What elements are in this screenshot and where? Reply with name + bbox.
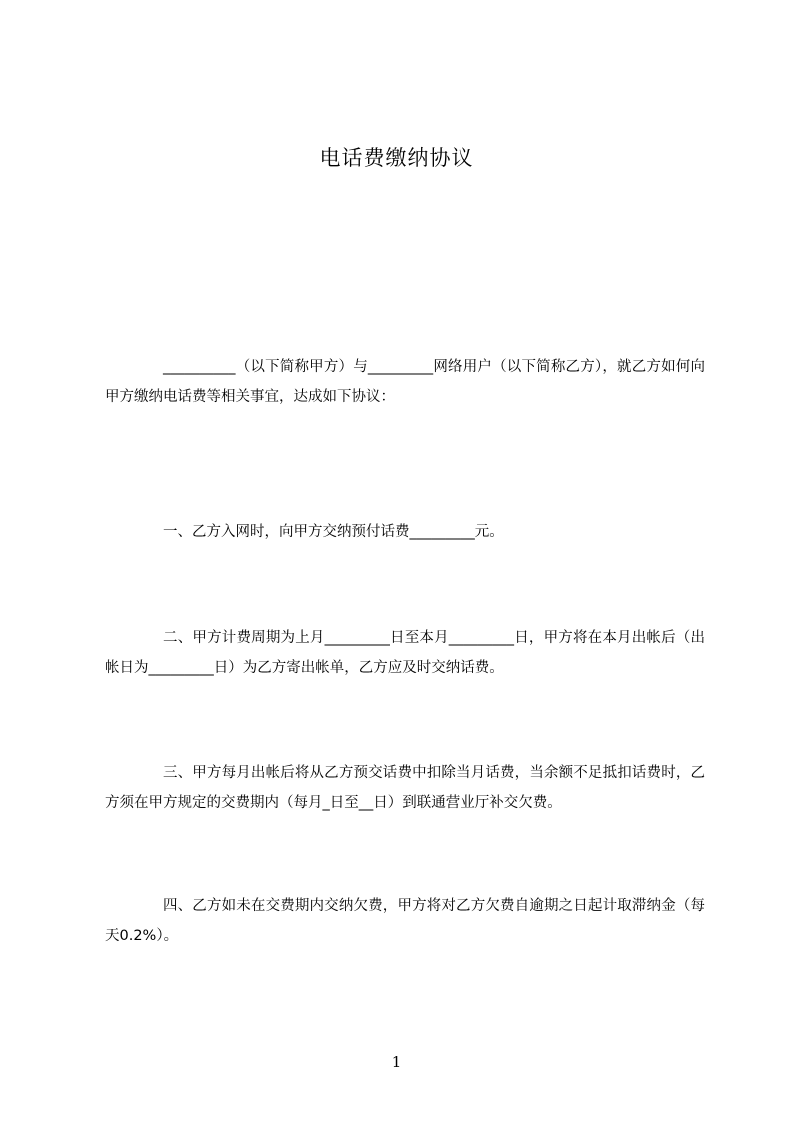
page-title: 电话费缴纳协议 [319, 146, 474, 170]
clause-4-paragraph: 四、乙方如未在交费期内交纳欠费，甲方将对乙方欠费自逾期之日起计取滞纳金（每天0.2%）。 [105, 898, 705, 944]
page-number: 1 [391, 1053, 402, 1071]
preamble-paragraph: __________（以下简称甲方）与_________网络用户（以下简称乙方），就乙方如何向甲方缴纳电话费等相关事宜，达成如下协议： [105, 359, 705, 405]
clause-3-paragraph: 三、甲方每月出帐后将从乙方预交话费中扣除当月话费，当余额不足抵扣话费时，乙方须在甲方规定的交费期内（每月_日至__日）到联通营业厅补交欠费。 [105, 765, 705, 811]
clause-2-paragraph: 二、甲方计费周期为上月_________日至本月_________日，甲方将在本月出帐后（出帐日为_________日）为乙方寄出帐单，乙方应及时交纳话费。 [105, 630, 705, 676]
clause-1-paragraph: 一、乙方入网时，向甲方交纳预付话费_________元。 [163, 524, 504, 540]
